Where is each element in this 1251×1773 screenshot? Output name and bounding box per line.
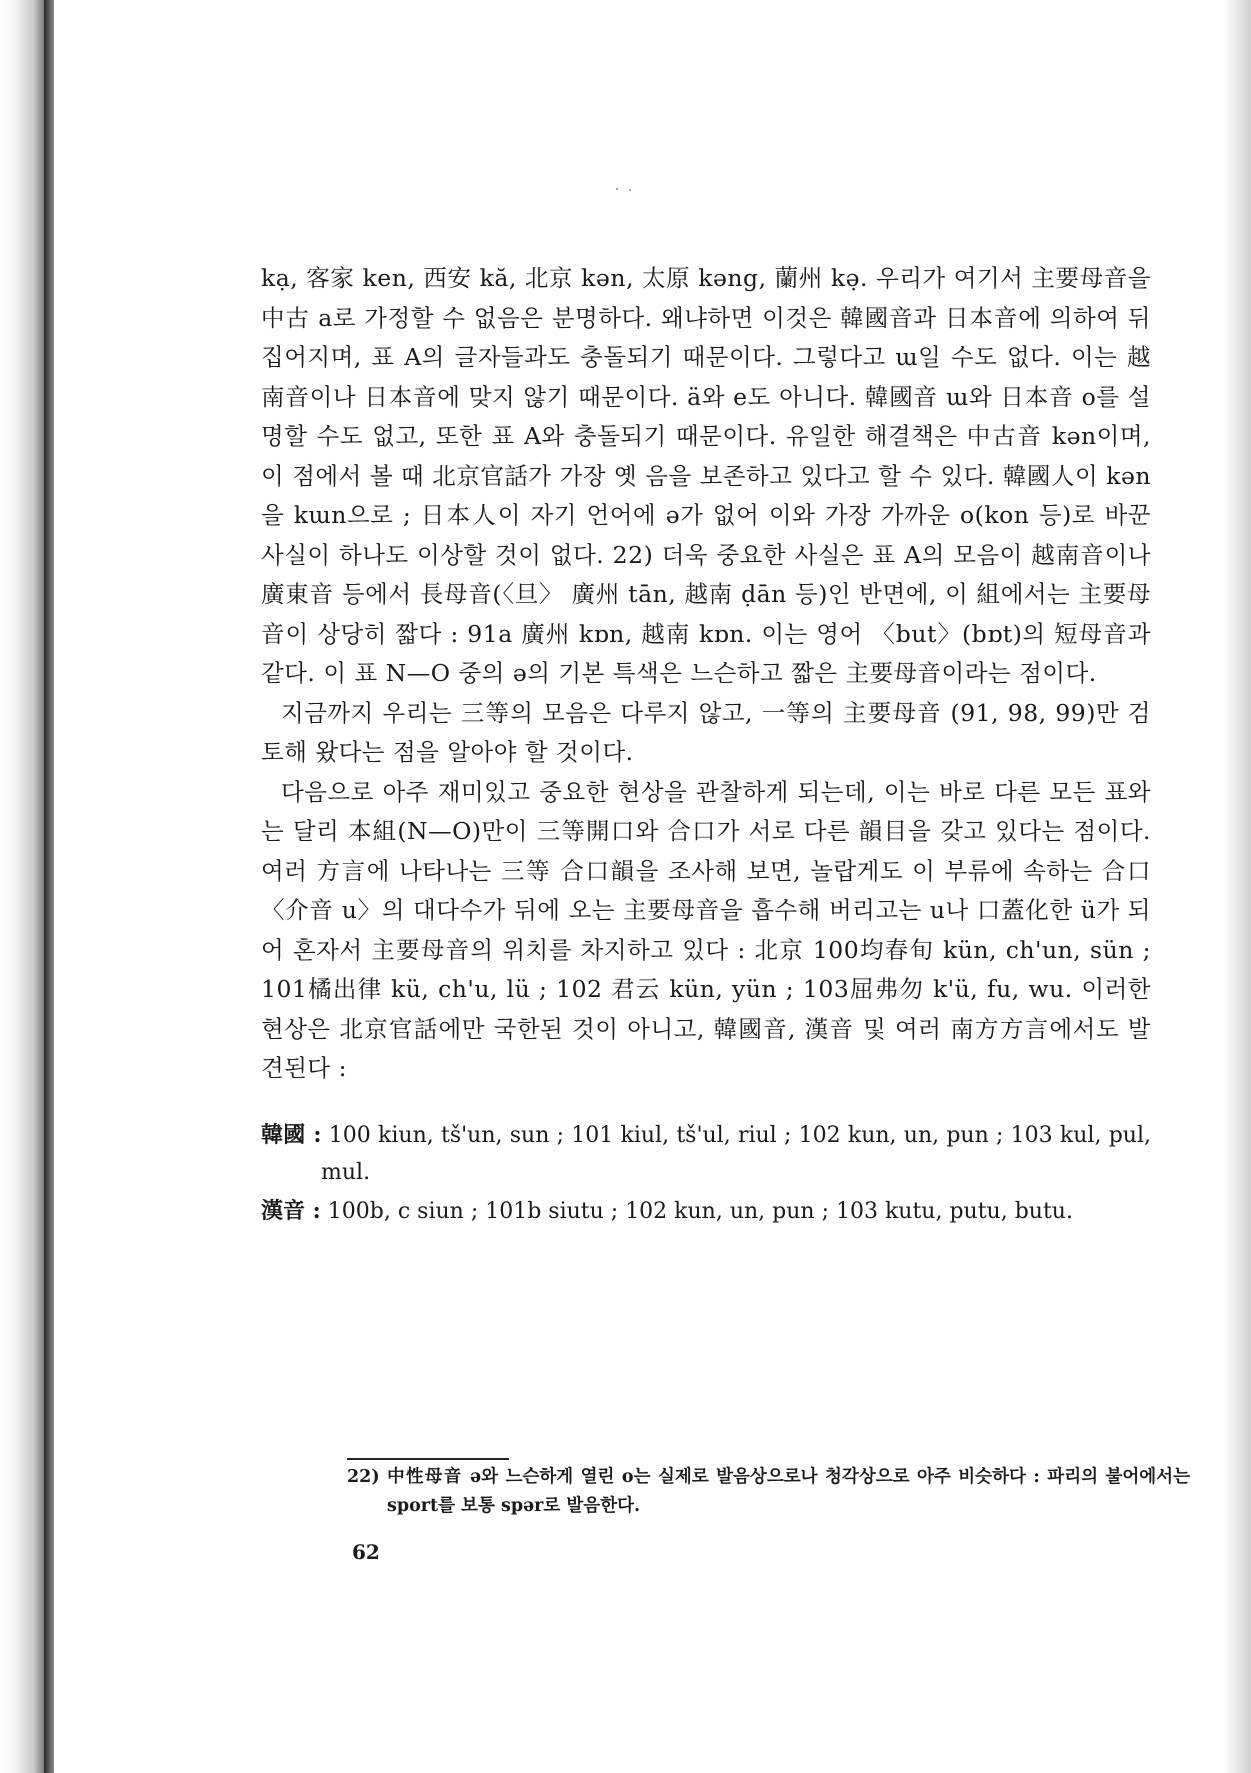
example-label: 漢音 : <box>261 1197 321 1224</box>
footnote: 22) 中性母音 ə와 느슨하게 열린 o는 실제로 발음상으로나 청각상으로 아주 비슷하다 : 파리의 불어에서는 sport를 보통 spər로 발음한다. <box>347 1467 1190 1516</box>
example-korean <box>261 1117 1151 1191</box>
example-label: 韓國 : <box>261 1121 322 1148</box>
book-page <box>54 0 1223 1773</box>
book-spine-edge <box>44 0 54 1773</box>
body-paragraph-1: kạ, 客家 ken, 西安 kă, 北京 kən, 太原 kəng, 蘭州 kə̣. 우리가 여기서 主要母音을 中古 a로 가정할 수 없음은 분명하다. 왜냐하면 이것은 韓國音과 日本音에 의하여 뒤집어지며, 표 A의 글자들과도 충돌되기 때문이다. 그렇다고 ɯ일 수도 없다. 이는 越南音이나 日本音에 맞지 않기 때문이다. ä와 e도 아니다. 韓國音 ɯ와 日本音 o를 설명할 수도 없고, 또한 표 A와 충돌되기 때문이다. 유일한 해결책은 中古音 kən이며, 이 점에서 볼 때 北京官話가 가장 옛 음을 보존하고 있다고 할 수 있다. 韓國人이 kən을 kɯn으로 ; 日本人이 자기 언어에 ə가 없어 이와 가장 가까운 o(kon 등)로 바꾼 사실이 하나도 이상할 것이 없다. 22) 더욱 중요한 사실은 표 A의 모음이 越南音이나 廣東音 등에서 長母音(〈旦〉 廣州 tān, 越南 ḍān 등)인 반면에, 이 組에서는 主要母音이 상당히 짧다 : 91a 廣州 kɒn, 越南 kɒn. 이는 영어 〈but〉(bɒt)의 短母音과 같다. 이 표 N—O 중의 ə의 기본 특색은 느슨하고 짧은 主要母音이라는 점이다. <box>261 264 1151 687</box>
page-edge-shadow <box>1223 0 1251 1773</box>
page-body <box>261 259 1151 1232</box>
dialect-examples <box>261 1117 1151 1230</box>
page-number: 62 <box>352 1540 380 1564</box>
example-text: 100b, c siun ; 101b siutu ; 102 kun, un, pun ; 103 kutu, putu, butu. <box>327 1198 1073 1224</box>
example-text: 100 kiun, tš'un, sun ; 101 kiul, tš'ul, riul ; 102 kun, un, pun ; 103 kul, pul, mul. <box>321 1122 1151 1185</box>
body-paragraph-3: 다음으로 아주 재미있고 중요한 현상을 관찰하게 되는데, 이는 바로 다른 모든 표와는 달리 本組(N—O)만이 三等開口와 合口가 서로 다른 韻目을 갖고 있다는 점이다. 여러 方言에 나타나는 三等 合口韻을 조사해 보면, 놀랍게도 이 부류에 속하는 合口 〈介音 u〉의 대다수가 뒤에 오는 主要母音을 흡수해 버리고는 u나 口蓋化한 ü가 되어 혼자서 主要母音의 위치를 차지하고 있다 : 北京 100均春旬 kün, ch'un, sün ; 101橘出律 kü, ch'u, lü ; 102 君云 kün, yün ; 103屈弗勿 k'ü, fu, wu. 이러한 현상은 北京官話에만 국한된 것이 아니고, 韓國音, 漢音 및 여러 南方方言에서도 발견된다 : <box>261 777 1151 1082</box>
body-paragraph-2: 지금까지 우리는 三等의 모음은 다루지 않고, 一等의 主要母音 (91, 98, 99)만 검토해 왔다는 점을 알아야 할 것이다. <box>261 698 1151 766</box>
example-kan-on <box>261 1193 1151 1230</box>
scan-speck <box>629 189 631 191</box>
scan-speck <box>616 188 618 190</box>
footnote-rule <box>347 1458 509 1460</box>
